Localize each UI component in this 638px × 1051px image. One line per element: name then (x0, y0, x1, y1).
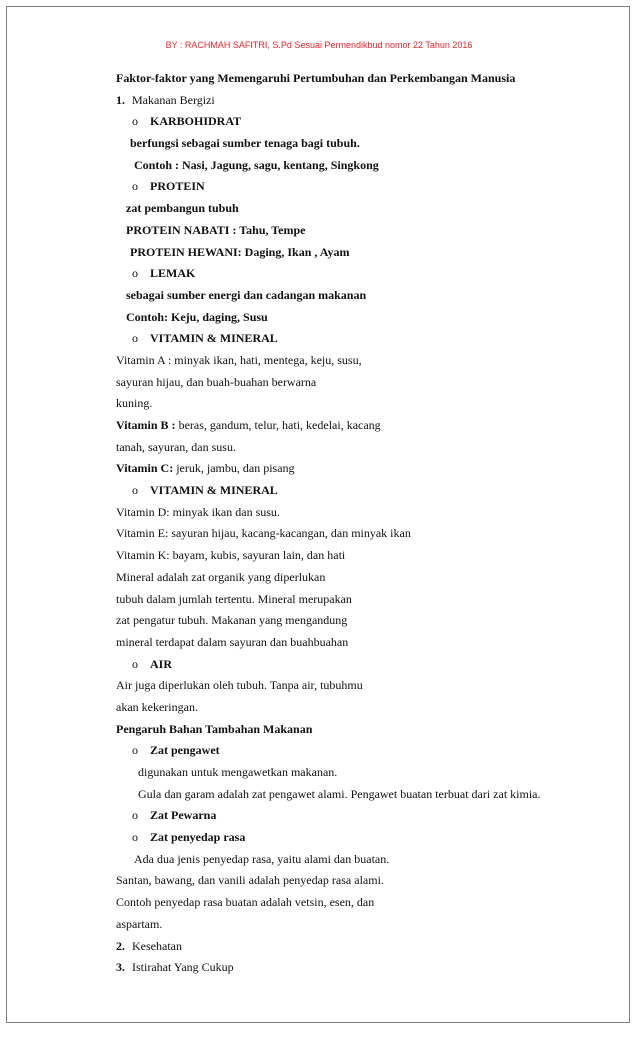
text-line: Ada dua jenis penyedap rasa, yaitu alami dan buatan. (134, 851, 390, 866)
text-line: Contoh: Keju, daging, Susu (126, 309, 268, 324)
list-item-1 (116, 90, 586, 112)
document-title: Faktor-faktor yang Memengaruhi Pertumbuhan dan Perkembangan Manusia (116, 71, 516, 85)
bullet-label: VITAMIN & MINERAL (150, 483, 278, 498)
bullet-marker: o (132, 179, 138, 194)
text-line: tubuh dalam jumlah tertentu. Mineral merupakan (116, 591, 352, 606)
vitamin-text: jeruk, jambu, dan pisang (173, 461, 295, 476)
text-line: Air juga diperlukan oleh tubuh. Tanpa air, tubuhmu (116, 678, 363, 693)
list-number: 2. (116, 938, 125, 953)
bullet-label: Zat penyedap rasa (150, 830, 246, 845)
bullet-karbohidrat (116, 111, 586, 133)
bullet-lemak (116, 263, 586, 285)
bullet-label: PROTEIN (150, 179, 205, 194)
text-line (116, 458, 586, 480)
text-line: digunakan untuk mengawetkan makanan. (138, 765, 338, 779)
text-line: PROTEIN HEWANI: Daging, Ikan , Ayam (130, 244, 350, 259)
bullet-vitamin-mineral (116, 328, 586, 350)
bullet-label: Zat Pewarna (150, 808, 217, 823)
bullet-marker: o (132, 483, 138, 498)
bullet-label: AIR (150, 656, 173, 671)
list-text: Makanan Bergizi (132, 92, 215, 107)
text-line: Contoh penyedap rasa buatan adalah vetsin, esen, dan (116, 895, 375, 910)
text-line: Santan, bawang, dan vanili adalah penyedap rasa alami. (116, 873, 384, 888)
text-line: Vitamin D: minyak ikan dan susu. (116, 504, 280, 519)
text-line: Mineral adalah zat organik yang diperlukan (116, 569, 326, 584)
vitamin-label: Vitamin C: (116, 461, 174, 476)
list-item-2 (116, 936, 586, 958)
text-line: Gula dan garam adalah zat pengawet alami. Pengawet buatan terbuat dari zat kimia. (138, 786, 541, 801)
vitamin-text: beras, gandum, telur, hati, kedelai, kacang (175, 418, 381, 432)
bullet-marker: o (132, 266, 138, 281)
text-line: sayuran hijau, dan buah-buahan berwarna (116, 374, 317, 389)
text-line: zat pengatur tubuh. Makanan yang mengandung (116, 613, 348, 628)
text-line: zat pembangun tubuh (126, 201, 239, 216)
bullet-marker: o (132, 331, 138, 346)
bullet-zat-penyedap (116, 827, 586, 849)
bullet-marker: o (132, 656, 138, 671)
list-item-3 (116, 957, 586, 979)
text-line: Vitamin K: bayam, kubis, sayuran lain, dan hati (116, 548, 346, 563)
bullet-protein (116, 176, 586, 198)
text-line: Vitamin E: sayuran hijau, kacang-kacangan, dan minyak ikan (116, 526, 411, 541)
list-number: 1. (116, 92, 125, 107)
bullet-marker: o (132, 830, 138, 845)
vitamin-label: Vitamin B : (116, 418, 176, 432)
text-line: sebagai sumber energi dan cadangan makanan (126, 287, 367, 302)
text-line: PROTEIN NABATI : Tahu, Tempe (126, 222, 306, 237)
section-heading: Pengaruh Bahan Tambahan Makanan (116, 721, 313, 736)
text-line: akan kekeringan. (116, 699, 198, 714)
page-header: BY : RACHMAH SAFITRI, S.Pd Sesuai Permendikbud nomor 22 Tahun 2016 (165, 40, 473, 50)
bullet-vitamin-mineral-2 (116, 480, 586, 502)
bullet-marker: o (132, 114, 138, 129)
bullet-label: VITAMIN & MINERAL (150, 331, 278, 346)
text-line: mineral terdapat dalam sayuran dan buahbuahan (116, 634, 349, 649)
list-text: Kesehatan (132, 938, 182, 953)
bullet-air (116, 654, 586, 676)
bullet-zat-pengawet (116, 740, 586, 762)
document-body (116, 68, 586, 979)
bullet-label: LEMAK (150, 266, 196, 281)
text-line: Vitamin A : minyak ikan, hati, mentega, keju, susu, (116, 352, 362, 367)
list-number: 3. (116, 960, 125, 975)
bullet-label: KARBOHIDRAT (150, 114, 242, 129)
bullet-zat-pewarna (116, 805, 586, 827)
text-line: berfungsi sebagai sumber tenaga bagi tubuh. (130, 136, 360, 151)
list-text: Istirahat Yang Cukup (132, 960, 234, 975)
bullet-marker: o (132, 743, 138, 758)
text-line: tanah, sayuran, dan susu. (116, 439, 236, 454)
text-line (116, 415, 586, 437)
bullet-label: Zat pengawet (150, 743, 220, 758)
text-line: kuning. (116, 396, 153, 411)
text-line: Contoh : Nasi, Jagung, sagu, kentang, Singkong (134, 157, 379, 172)
bullet-marker: o (132, 808, 138, 823)
text-line: aspartam. (116, 916, 163, 931)
